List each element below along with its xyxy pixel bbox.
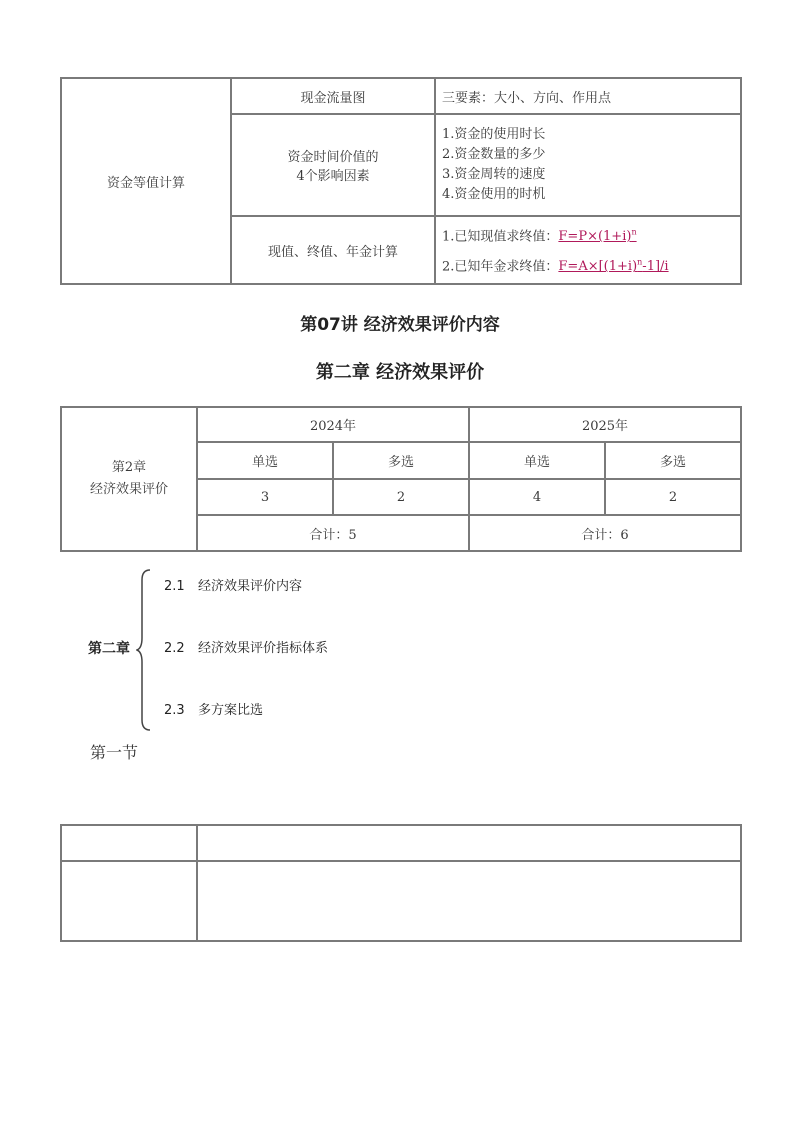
count-cell: 2 [605, 479, 741, 515]
chapter-line: 经济效果评价 [89, 482, 168, 497]
content-calc [435, 216, 741, 284]
outline-num: 2.1 [164, 579, 185, 594]
lecture-title: 第07讲 经济效果评价内容 [300, 315, 500, 335]
topic-line: 资金时间价值的 [287, 150, 379, 165]
formula-label: 1.已知现值求终值： [442, 229, 559, 244]
type-cell: 多选 [605, 442, 741, 479]
count-cell: 2 [333, 479, 469, 515]
outline-root: 第二章 [88, 641, 130, 657]
topic-line: 4个影响因素 [296, 169, 370, 184]
content-cash-flow: 三要素：大小、方向、作用点 [435, 78, 741, 114]
empty-cell [197, 825, 741, 861]
type-cell: 单选 [469, 442, 605, 479]
topic-time-value [231, 114, 435, 216]
chapter-line: 第2章 [111, 460, 147, 475]
fund-equivalence-table [60, 77, 742, 285]
outline-num: 2.3 [164, 703, 185, 718]
topic-cash-flow: 现金流量图 [231, 78, 435, 114]
outline-num: 2.2 [164, 641, 185, 656]
chapter-cell [61, 407, 197, 551]
empty-cell [61, 825, 197, 861]
formula-line [442, 220, 740, 250]
content-time-value [435, 114, 741, 216]
total-2024: 合计：5 [197, 515, 469, 551]
list-item: 3.资金周转的速度 [442, 167, 546, 182]
total-2025: 合计：6 [469, 515, 741, 551]
outline-item [164, 637, 328, 656]
exam-stats-table [60, 406, 742, 552]
type-cell: 多选 [333, 442, 469, 479]
outline-label: 多方案比选 [198, 703, 264, 718]
outline-label: 经济效果评价内容 [198, 579, 303, 594]
formula-link[interactable]: $F=P\times(1+i)^n$ [558, 227, 637, 244]
count-cell: 4 [469, 479, 605, 515]
formula-line [442, 250, 740, 280]
empty-cell [197, 861, 741, 941]
topic-calc: 现值、终值、年金计算 [231, 216, 435, 284]
outline-item [164, 699, 263, 718]
formula-link[interactable]: $F=A\times[(1+i)^n-1]/i$ [558, 258, 669, 275]
list-item: 2.资金数量的多少 [442, 147, 546, 162]
outline-item [164, 575, 302, 594]
chapter-title: 第二章 经济效果评价 [315, 362, 485, 383]
count-cell: 3 [197, 479, 333, 515]
formula-label: 2.已知年金求终值： [442, 259, 559, 275]
list-item: 1.资金的使用时长 [442, 127, 546, 142]
year-2025: 2025年 [469, 407, 741, 442]
outline [0, 560, 800, 740]
empty-table [60, 824, 742, 942]
year-2024: 2024年 [197, 407, 469, 442]
type-cell: 单选 [197, 442, 333, 479]
list-item: 4.资金使用的时机 [442, 187, 546, 202]
category-cell: 资金等值计算 [61, 78, 231, 284]
empty-cell [61, 861, 197, 941]
section-label: 第一节 [90, 743, 139, 762]
curly-brace-icon [136, 568, 156, 732]
outline-label: 经济效果评价指标体系 [198, 641, 329, 656]
